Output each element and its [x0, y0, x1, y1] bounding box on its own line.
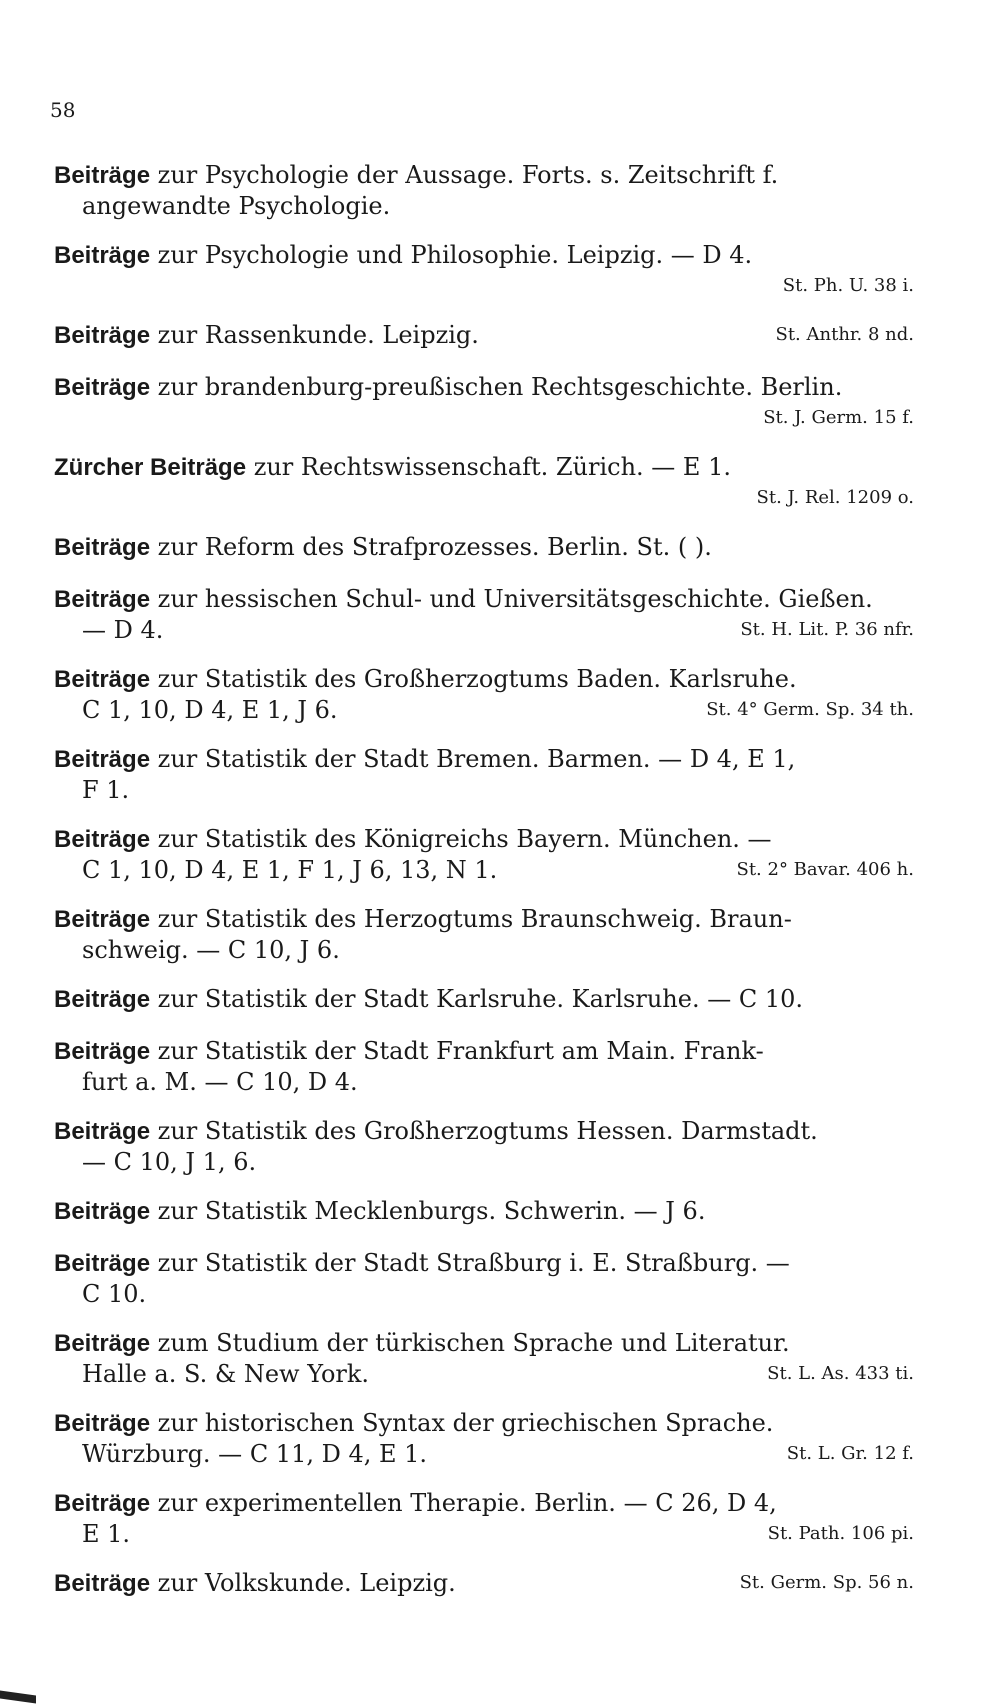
entry-title: zur hessischen Schul- und Universitätsgeschichte. Gießen.: [150, 585, 873, 613]
entry: [54, 320, 914, 351]
entry-line-2: [54, 191, 914, 221]
entry-lead: Beiträge: [54, 1198, 151, 1225]
entry-lead: Beiträge: [54, 666, 151, 693]
entry: [54, 160, 914, 221]
entry: [54, 984, 914, 1015]
entry-lead: Beiträge: [54, 1038, 151, 1065]
entry-line-1: [54, 824, 914, 855]
entry: [54, 1248, 914, 1309]
entry-lead: Beiträge: [54, 534, 151, 561]
shelf-mark: St. Path. 106 pi.: [767, 1523, 914, 1544]
entry-holdings: Halle a. S. & New York.: [82, 1360, 370, 1388]
entry-lead: Beiträge: [54, 986, 151, 1013]
entry-line-2: [54, 775, 914, 805]
entry-lead: Beiträge: [54, 242, 151, 269]
entry: [54, 824, 914, 885]
entry-line-1: [54, 452, 914, 483]
entry-line-1: [54, 1248, 914, 1279]
entry-line-1: [54, 744, 914, 775]
entry: [54, 532, 914, 563]
entry-lead: Beiträge: [54, 906, 151, 933]
entry: [54, 1328, 914, 1389]
entry-title: zur Statistik des Großherzogtums Hessen. Darmstadt.: [150, 1117, 818, 1145]
entry-title: zur Statistik des Herzogtums Braunschweig. Braun-: [150, 905, 792, 933]
entry-lead: Beiträge: [54, 1570, 151, 1597]
shelf-mark: St. J. Germ. 15 f.: [763, 407, 914, 428]
shelf-mark: St. Anthr. 8 nd.: [775, 324, 914, 345]
entry-line-1: [54, 1568, 914, 1599]
entry-lead: Beiträge: [54, 1250, 151, 1277]
entry: [54, 1408, 914, 1469]
entry-title: zur Statistik der Stadt Bremen. Barmen. — D 4, E 1,: [150, 745, 796, 773]
entry-lead: Beiträge: [54, 1330, 151, 1357]
entry-title: zur Statistik des Großherzogtums Baden. Karlsruhe.: [150, 665, 797, 693]
entry-line-1: [54, 1328, 914, 1359]
entry-line-1: [54, 984, 914, 1015]
entry-title: zur historischen Syntax der griechischen Sprache.: [150, 1409, 774, 1437]
entry-line-1: [54, 584, 914, 615]
entry-title: zur Statistik der Stadt Frankfurt am Main. Frank-: [150, 1037, 764, 1065]
entry-title: zur Psychologie und Philosophie. Leipzig. — D 4.: [150, 241, 753, 269]
entry-line-2: [54, 695, 914, 725]
entry-line-1: [54, 1196, 914, 1227]
entry-lead: Beiträge: [54, 374, 151, 401]
shelf-mark: St. 2° Bavar. 406 h.: [736, 859, 914, 880]
entry-title: zur Statistik des Königreichs Bayern. München. —: [150, 825, 772, 853]
entry-line-1: [54, 1036, 914, 1067]
entry-title: zur Statistik Mecklenburgs. Schwerin. — J 6.: [150, 1197, 706, 1225]
entry-line-2: [54, 855, 914, 885]
entry-title: zur Rassenkunde. Leipzig.: [150, 321, 479, 349]
entry: [54, 904, 914, 965]
entry-line-2: [54, 1439, 914, 1469]
entry: [54, 584, 914, 645]
shelf-mark: St. J. Rel. 1209 o.: [756, 487, 914, 508]
entry-holdings: — C 10, J 1, 6.: [82, 1148, 257, 1176]
entry: [54, 1196, 914, 1227]
scan-corner-mark: [0, 1690, 36, 1703]
shelf-mark: St. Ph. U. 38 i.: [782, 275, 914, 296]
entry-line-1: [54, 1116, 914, 1147]
entry-line-1: [54, 904, 914, 935]
entry-holdings: F 1.: [82, 776, 130, 804]
entry-holdings: furt a. M. — C 10, D 4.: [82, 1068, 358, 1096]
entry-title: zur Psychologie der Aussage. Forts. s. Zeitschrift f.: [150, 161, 779, 189]
shelf-mark: St. L. Gr. 12 f.: [786, 1443, 914, 1464]
entry-title: zur Reform des Strafprozesses. Berlin. St. ( ).: [150, 533, 712, 561]
entry-line-2: [54, 615, 914, 645]
entry-lead: Beiträge: [54, 746, 151, 773]
entry-lead: Beiträge: [54, 1410, 151, 1437]
entry-holdings: C 10.: [82, 1280, 147, 1308]
entry-holdings: E 1.: [82, 1520, 131, 1548]
entry-line-1: [54, 372, 914, 403]
entry-lead: Beiträge: [54, 1490, 151, 1517]
entry-lead: Beiträge: [54, 162, 151, 189]
entry-holdings: C 1, 10, D 4, E 1, J 6.: [82, 696, 338, 724]
entry-line-2: [54, 1279, 914, 1309]
entry-line-2: [54, 935, 914, 965]
entry-holdings: C 1, 10, D 4, E 1, F 1, J 6, 13, N 1.: [82, 856, 498, 884]
entry-holdings: Würzburg. — C 11, D 4, E 1.: [82, 1440, 428, 1468]
entry: [54, 1568, 914, 1599]
entry: [54, 664, 914, 725]
entry-title: zur experimentellen Therapie. Berlin. — C 26, D 4,: [150, 1489, 777, 1517]
entry-holdings: schweig. — C 10, J 6.: [82, 936, 340, 964]
entry-line-2: [54, 1359, 914, 1389]
entry: [54, 744, 914, 805]
entry-line-1: [54, 1488, 914, 1519]
entry-title: zur Rechtswissenschaft. Zürich. — E 1.: [246, 453, 731, 481]
entry-line-1: [54, 664, 914, 695]
entry: [54, 1036, 914, 1097]
entry-holdings: angewandte Psychologie.: [82, 192, 391, 220]
shelf-mark: St. 4° Germ. Sp. 34 th.: [706, 699, 914, 720]
entry: [54, 240, 914, 301]
entry-line-1: [54, 320, 914, 351]
entry-title: zur Statistik der Stadt Karlsruhe. Karlsruhe. — C 10.: [150, 985, 803, 1013]
entry: [54, 372, 914, 433]
shelf-mark: St. H. Lit. P. 36 nfr.: [740, 619, 914, 640]
entry-line-2: [54, 1519, 914, 1549]
entry-title: zur brandenburg-preußischen Rechtsgeschichte. Berlin.: [150, 373, 843, 401]
shelf-mark: St. Germ. Sp. 56 n.: [739, 1572, 914, 1593]
entry-title: zur Statistik der Stadt Straßburg i. E. Straßburg. —: [150, 1249, 790, 1277]
entry-line-2: [54, 1147, 914, 1177]
entry-line-2: [54, 1067, 914, 1097]
page-number: 58: [50, 98, 76, 122]
entry-lead: Beiträge: [54, 322, 151, 349]
entry-line-1: [54, 532, 914, 563]
entry-line-1: [54, 160, 914, 191]
entry: [54, 452, 914, 513]
entry-lead: Beiträge: [54, 586, 151, 613]
entry-lead: Beiträge: [54, 1118, 151, 1145]
entry-title: zur Volkskunde. Leipzig.: [150, 1569, 456, 1597]
entry-lead: Beiträge: [54, 826, 151, 853]
entry-line-1: [54, 240, 914, 271]
shelf-mark: St. L. As. 433 ti.: [767, 1363, 914, 1384]
entry-lead: Zürcher Beiträge: [54, 454, 247, 481]
entry-line-1: [54, 1408, 914, 1439]
entry: [54, 1116, 914, 1177]
entry-title: zum Studium der türkischen Sprache und Literatur.: [150, 1329, 790, 1357]
entry: [54, 1488, 914, 1549]
entry-holdings: — D 4.: [82, 616, 164, 644]
